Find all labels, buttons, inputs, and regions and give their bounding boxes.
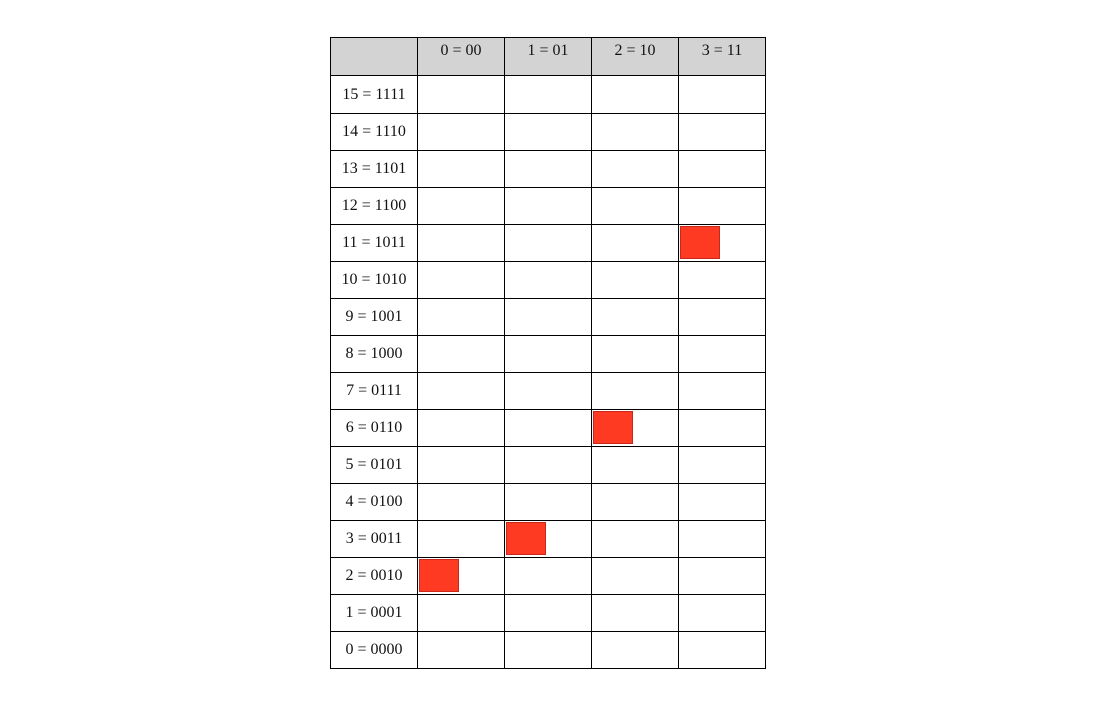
grid-cell: [592, 373, 679, 410]
filled-marker: [419, 559, 459, 592]
filled-marker: [506, 522, 546, 555]
grid-row: [331, 373, 766, 410]
grid-cell: [679, 373, 766, 410]
grid-cell: [679, 595, 766, 632]
row-header: 4 = 0100: [331, 484, 418, 521]
row-header: 12 = 1100: [331, 188, 418, 225]
row-header: 5 = 0101: [331, 447, 418, 484]
grid-cell: [505, 225, 592, 262]
grid-cell: [505, 299, 592, 336]
row-header: 9 = 1001: [331, 299, 418, 336]
grid-cell: [505, 188, 592, 225]
grid-row: [331, 595, 766, 632]
corner-cell: [331, 38, 418, 76]
grid-cell: [505, 151, 592, 188]
row-header: 11 = 1011: [331, 225, 418, 262]
row-header: 10 = 1010: [331, 262, 418, 299]
grid-cell: [679, 151, 766, 188]
column-header: 3 = 11: [679, 38, 766, 76]
grid-cell: [679, 114, 766, 151]
grid-cell: [505, 632, 592, 669]
column-header: 2 = 10: [592, 38, 679, 76]
lookup-grid: [330, 37, 766, 669]
grid-cell: [418, 262, 505, 299]
grid-cell: [592, 151, 679, 188]
grid-cell: [679, 410, 766, 447]
grid-cell: [679, 558, 766, 595]
column-header: 1 = 01: [505, 38, 592, 76]
grid-cell: [505, 447, 592, 484]
grid-cell: [418, 336, 505, 373]
grid-row: [331, 336, 766, 373]
grid-row: [331, 484, 766, 521]
grid-cell: [505, 114, 592, 151]
grid-cell: [679, 632, 766, 669]
grid-cell: [505, 521, 592, 558]
filled-marker: [680, 226, 720, 259]
grid-row: [331, 521, 766, 558]
grid-cell: [592, 76, 679, 114]
grid-cell: [592, 262, 679, 299]
grid-cell: [679, 336, 766, 373]
row-header: 6 = 0110: [331, 410, 418, 447]
grid-cell: [592, 114, 679, 151]
row-header: 3 = 0011: [331, 521, 418, 558]
grid-cell: [679, 262, 766, 299]
grid-cell: [679, 447, 766, 484]
grid-cell: [418, 225, 505, 262]
grid-cell: [418, 595, 505, 632]
row-header: 0 = 0000: [331, 632, 418, 669]
grid-row: [331, 188, 766, 225]
grid-row: [331, 632, 766, 669]
row-header: 14 = 1110: [331, 114, 418, 151]
grid-cell: [679, 225, 766, 262]
grid-cell: [418, 632, 505, 669]
grid-cell: [505, 558, 592, 595]
grid-row: [331, 447, 766, 484]
grid-row: [331, 114, 766, 151]
grid-row: [331, 151, 766, 188]
grid-cell: [418, 447, 505, 484]
grid-cell: [592, 558, 679, 595]
grid-row: [331, 225, 766, 262]
grid-cell: [592, 595, 679, 632]
row-header: 7 = 0111: [331, 373, 418, 410]
row-header: 13 = 1101: [331, 151, 418, 188]
grid-cell: [679, 484, 766, 521]
grid-cell: [505, 595, 592, 632]
grid-cell: [505, 262, 592, 299]
grid-row: [331, 558, 766, 595]
column-header: 0 = 00: [418, 38, 505, 76]
row-header: 15 = 1111: [331, 76, 418, 114]
grid-row: [331, 410, 766, 447]
grid-cell: [418, 151, 505, 188]
grid-cell: [418, 484, 505, 521]
grid-cell: [505, 336, 592, 373]
grid-cell: [505, 76, 592, 114]
grid-cell: [679, 521, 766, 558]
grid-cell: [418, 558, 505, 595]
grid-cell: [592, 299, 679, 336]
grid-cell: [418, 114, 505, 151]
row-header: 2 = 0010: [331, 558, 418, 595]
grid-cell: [418, 410, 505, 447]
grid-cell: [505, 484, 592, 521]
grid-cell: [592, 632, 679, 669]
grid-cell: [418, 373, 505, 410]
grid-row: [331, 76, 766, 114]
filled-marker: [593, 411, 633, 444]
grid-row: [331, 262, 766, 299]
grid-cell: [418, 76, 505, 114]
grid-row: [331, 299, 766, 336]
header-row: [331, 38, 766, 76]
grid-cell: [592, 188, 679, 225]
grid-cell: [418, 521, 505, 558]
grid-cell: [418, 299, 505, 336]
grid-cell: [592, 336, 679, 373]
grid-cell: [679, 76, 766, 114]
grid-cell: [592, 447, 679, 484]
row-header: 8 = 1000: [331, 336, 418, 373]
grid-cell: [592, 225, 679, 262]
grid-cell: [505, 410, 592, 447]
grid-cell: [592, 484, 679, 521]
grid-cell: [505, 373, 592, 410]
grid-cell: [592, 410, 679, 447]
grid-cell: [679, 299, 766, 336]
row-header: 1 = 0001: [331, 595, 418, 632]
grid-cell: [418, 188, 505, 225]
grid-cell: [592, 521, 679, 558]
grid-cell: [679, 188, 766, 225]
